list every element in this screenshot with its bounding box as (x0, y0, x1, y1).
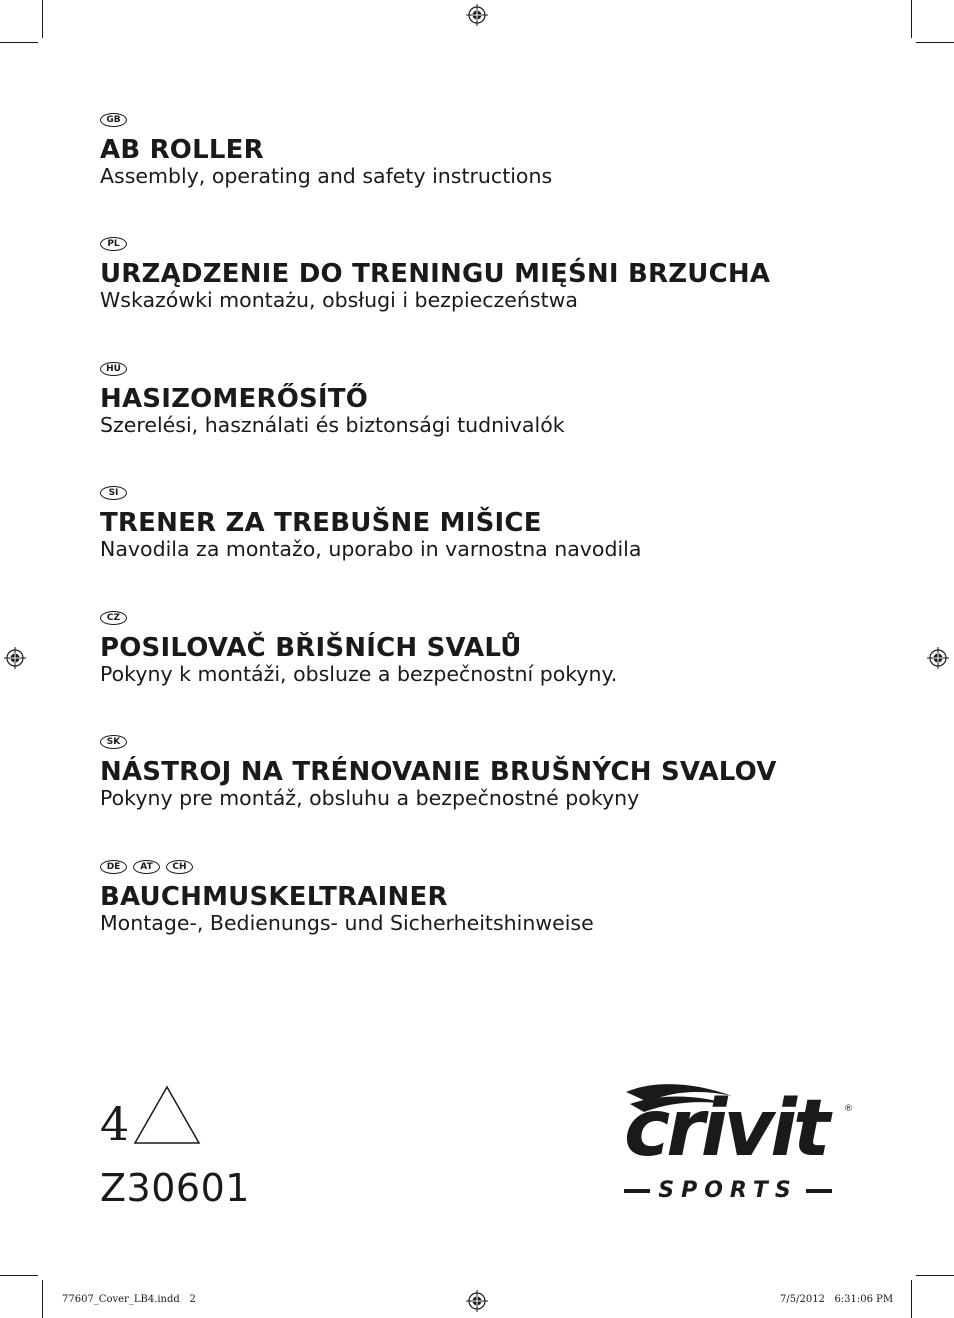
language-badges (100, 486, 641, 502)
section-gb (100, 113, 552, 189)
age-rating-number: 4 (100, 1097, 130, 1151)
product-subtitle: Assembly, operating and safety instructions (100, 164, 553, 188)
tagline-dash (624, 1189, 650, 1193)
language-badges (100, 611, 617, 627)
registration-target-icon (466, 1290, 488, 1312)
product-title: AB ROLLER (100, 135, 264, 165)
product-title: URZĄDZENIE DO TRENINGU MIĘŚNI BRZUCHA (100, 259, 771, 289)
language-badge: CZ (100, 611, 127, 625)
model-number: Z30601 (100, 1166, 250, 1210)
language-badge: SI (100, 486, 127, 500)
crop-mark (916, 1275, 954, 1276)
product-subtitle: Pokyny pre montáž, obsluhu a bezpečnostné pokyny (100, 786, 640, 810)
warning-triangle-icon (133, 1085, 201, 1147)
crop-mark (0, 1275, 38, 1276)
section-pl (100, 237, 770, 313)
section-si (100, 486, 641, 562)
product-title: NÁSTROJ NA TRÉNOVANIE BRUŠNÝCH SVALOV (100, 757, 777, 787)
tagline-dash (806, 1189, 832, 1193)
crop-mark (911, 0, 912, 38)
brand-logo (622, 1078, 857, 1208)
product-subtitle: Montage-, Bedienungs- und Sicherheitshinweise (100, 911, 594, 935)
section-cz (100, 611, 617, 687)
section-hu (100, 362, 565, 438)
product-title: HASIZOMERŐSÍTŐ (100, 384, 369, 414)
product-subtitle: Navodila za montažo, uporabo in varnostna navodila (100, 537, 642, 561)
section-de (100, 860, 594, 936)
language-badges (100, 237, 770, 253)
registered-mark: ® (844, 1104, 853, 1114)
crop-mark (42, 0, 43, 38)
brand-tagline (622, 1178, 834, 1203)
language-badges (100, 113, 552, 129)
footer-timestamp: 7/5/2012 6:31:06 PM (780, 1294, 894, 1305)
product-subtitle: Wskazówki montażu, obsługi i bezpieczeństwa (100, 288, 578, 312)
crop-mark (0, 42, 38, 43)
crop-mark (42, 1280, 43, 1318)
language-badge: CH (166, 860, 193, 874)
brand-tagline-text: SPORTS (658, 1178, 798, 1203)
product-title: POSILOVAČ BŘIŠNÍCH SVALŮ (100, 633, 522, 663)
language-badge: PL (100, 237, 127, 251)
brand-name: crivit (624, 1084, 827, 1174)
product-subtitle: Szerelési, használati és biztonsági tudnivalók (100, 413, 565, 437)
section-sk (100, 735, 777, 811)
language-badges (100, 860, 594, 876)
language-badge: DE (100, 860, 127, 874)
registration-target-icon (4, 647, 26, 669)
language-badge: GB (100, 113, 127, 127)
language-badge: SK (100, 735, 127, 749)
language-badges (100, 362, 565, 378)
language-badges (100, 735, 777, 751)
registration-target-icon (466, 4, 488, 26)
product-title: TRENER ZA TREBUŠNE MIŠICE (100, 508, 542, 538)
crop-mark (911, 1280, 912, 1318)
language-badge: AT (133, 860, 160, 874)
footer-file-name: 77607_Cover_LB4.indd 2 (62, 1294, 196, 1305)
product-subtitle: Pokyny k montáži, obsluze a bezpečnostní pokyny. (100, 662, 618, 686)
product-title: BAUCHMUSKELTRAINER (100, 882, 448, 912)
age-rating (100, 1085, 201, 1151)
crop-mark (916, 42, 954, 43)
registration-target-icon (927, 647, 949, 669)
language-badge: HU (100, 362, 127, 376)
